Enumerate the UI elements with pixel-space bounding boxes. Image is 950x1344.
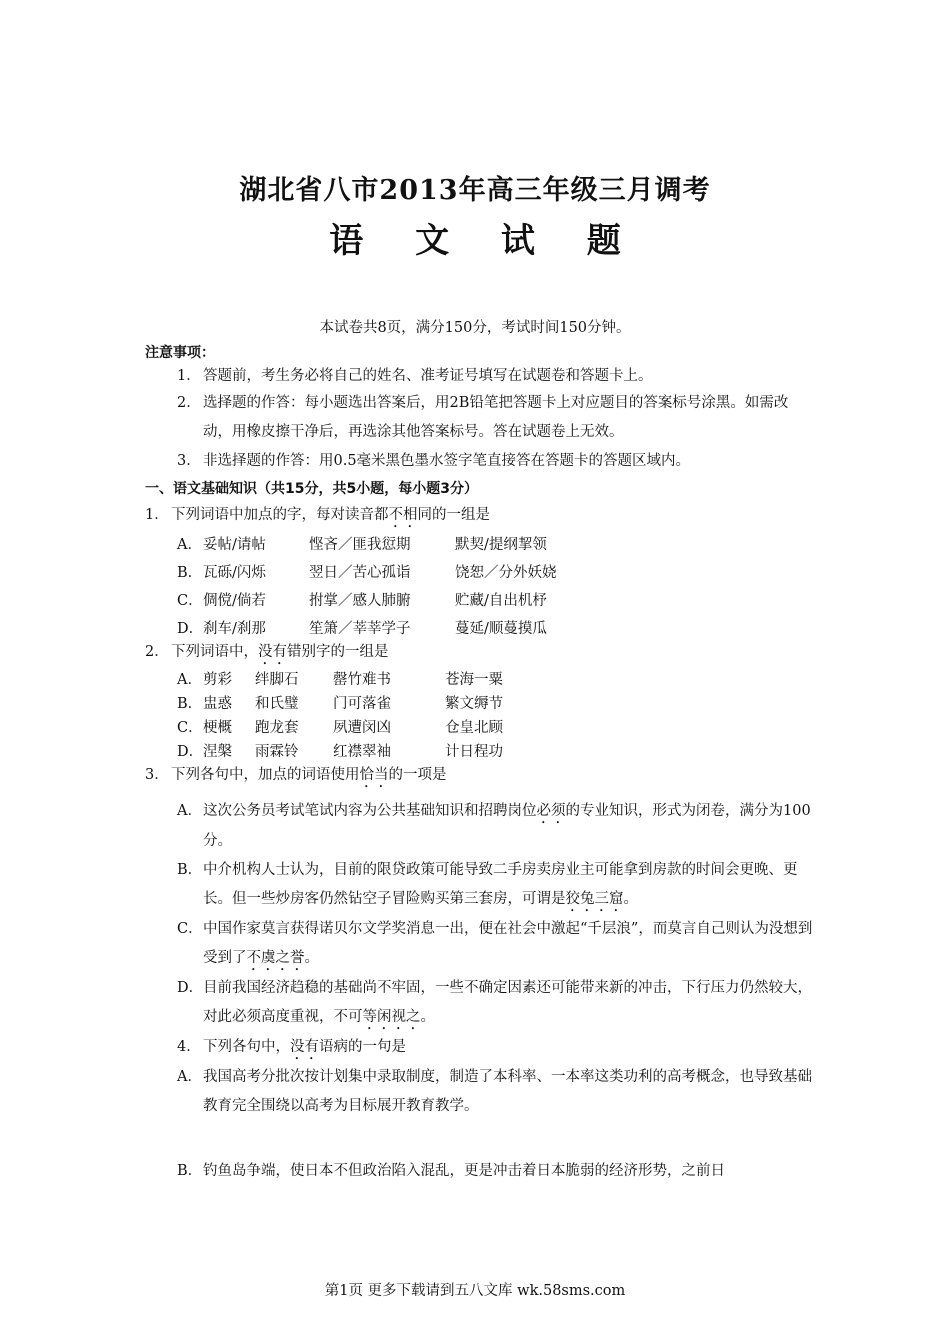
option-cell: 雨霖铃 [255,744,299,760]
option-cell: 跑龙套 [255,720,299,736]
option-label: D． [177,980,204,996]
question-2-stem [145,641,815,668]
question-4-option [145,1063,815,1121]
notice-item [145,389,815,447]
option-cell: 拊掌／感人肺腑 [309,593,411,609]
option-text: 中国作家莫言获得诺贝尔文学奖消息一出，便在社会中激起“千层浪”，而莫言自己则认为没想到受到了 [203,921,813,966]
option-label: B． [177,862,203,878]
notice-num: 1． [177,368,201,384]
question-3-option [145,974,815,1033]
option-cell: 计日程功 [445,744,503,760]
subject-char: 题 [586,221,621,261]
question-1-option [145,531,815,559]
option-cell: 瓦砾/闪烁 [203,565,266,581]
question-4-option [145,1157,815,1186]
stem-emphasis: 没有 [258,644,287,660]
option-label: A． [177,537,202,553]
option-text: 。 [304,950,319,966]
option-cell: 红襟翠袖 [333,744,391,760]
option-cell: 梗概 [203,720,232,736]
option-cell: 门可落雀 [333,696,391,712]
option-emphasis: 必须 [536,803,566,819]
option-cell: 妥帖/请帖 [203,537,266,553]
subject-title [0,213,950,262]
option-emphasis: 等闲视之 [362,1009,421,1025]
subject-char: 语 [329,221,364,261]
stem-text: 错别字的一组是 [287,644,389,660]
question-3-option [145,856,815,915]
option-label: A． [177,672,202,688]
notice-text: 选择题的作答：每小题选出答案后，用2B铅笔把答题卡上对应题目的答案标号涂黑。如需改动，用橡皮擦干净后，再选涂其他答案标号。答在试题卷上无效。 [203,395,789,440]
option-label: C． [177,921,203,937]
notice-text: 非选择题的作答：用0.5毫米黑色墨水签字笔直接答在答题卡的答题区域内。 [203,453,691,469]
stem-text: 语病的一句是 [319,1039,406,1055]
option-cell: 剪彩 [203,672,232,688]
question-3-option [145,797,815,856]
option-cell: 涅槃 [203,744,232,760]
question-num: 3． [145,767,169,783]
section-heading: 一、语文基础知识（共15分，共5小题，每小题3分） [145,481,478,497]
option-label: D． [177,744,204,760]
option-text: 。 [623,891,638,907]
option-text: 这次公务员考试笔试内容为公共基础知识和招聘岗位 [203,803,537,819]
option-text: 的专业知识，形式为闭卷，满分为100分。 [203,803,811,849]
option-label: B． [177,696,203,712]
stem-emphasis: 没有 [290,1039,319,1055]
question-2-option [145,692,815,716]
option-cell: 笙箫／莘莘学子 [309,621,411,637]
option-cell: 苍海一粟 [445,672,503,688]
option-label: B． [177,565,203,581]
question-3-stem [145,764,815,791]
option-cell: 盅惑 [203,696,232,712]
option-cell: 绊脚石 [255,672,299,688]
question-1-option [145,615,815,643]
option-label: D． [177,621,204,637]
stem-text: 下列各句中，加点的词语使用 [171,767,360,783]
question-num: 2． [145,644,169,660]
option-cell: 刹车/刹那 [203,621,266,637]
question-2-option [145,668,815,692]
question-1-stem [145,504,815,531]
subject-char: 文 [415,221,450,261]
option-cell: 倜傥/倘若 [203,593,266,609]
option-emphasis: 狡兔三窟 [565,891,624,907]
option-cell: 饶恕／分外妖娆 [455,565,557,581]
question-2-option [145,740,815,764]
option-label: B． [177,1163,203,1179]
exam-title: 湖北省八市2013年高三年级三月调考 [239,175,711,206]
exam-intro: 本试卷共8页，满分150分，考试时间150分钟。 [319,320,631,336]
option-cell: 罄竹难书 [333,672,391,688]
option-text: 钓鱼岛争端，使日本不但政治陷入混乱，更是冲击着日本脆弱的经济形势，之前日 [203,1163,725,1179]
notice-num: 3． [177,453,201,469]
question-4-stem [145,1033,815,1063]
option-cell: 仓皇北顾 [445,720,503,736]
option-cell: 翌日／苦心孤诣 [309,565,411,581]
notice-item [145,365,815,387]
stem-text: 的一项是 [388,767,447,783]
option-label: C． [177,720,203,736]
option-cell: 默契/提纲挈领 [455,537,547,553]
stem-emphasis: 恰当 [359,767,389,783]
question-num: 1． [145,507,169,523]
question-3-option [145,915,815,974]
question-1-option [145,587,815,615]
option-label: C． [177,593,203,609]
option-emphasis: 不虞之誉 [246,950,305,966]
stem-text: 同的一组是 [417,507,490,523]
stem-text: 下列词语中， [171,644,258,660]
option-cell: 和氏璧 [255,696,299,712]
question-num: 4． [177,1039,201,1055]
exam-content [145,342,815,1186]
option-text: 我国高考分批次按计划集中录取制度，制造了本科率、一本率这类功利的高考概念，也导致基础教育完全围绕以高考为目标展开教育教学。 [203,1069,812,1114]
stem-text: 下列各句中， [203,1039,290,1055]
notice-heading: 注意事项： [145,345,215,361]
notice-text: 答题前，考生务必将自己的姓名、准考证号填写在试题卷和答题卡上。 [203,368,653,384]
option-text: 中介机构人士认为，目前的限贷政策可能导致二手房卖房业主可能拿到房款的时间会更晚、更长。但一些炒房客仍然钻空子冒险购买第三套房，可谓是 [203,862,798,907]
subject-char: 试 [500,221,535,261]
option-cell: 夙遭闵凶 [333,720,391,736]
notice-num: 2． [177,395,201,411]
stem-emphasis: 不相 [388,507,418,523]
stem-text: 下列词语中加点的字，每对读音都 [171,507,389,523]
question-2-option [145,716,815,740]
option-cell: 悭吝／匪我愆期 [309,537,411,553]
page-footer: 第1页 更多下载请到五八文库 wk.58sms.com [324,1283,626,1299]
option-label: A． [177,803,202,819]
option-cell: 贮藏/自出机杼 [455,593,547,609]
notice-item [145,450,815,472]
option-text: 。 [420,1009,435,1025]
option-text: 目前我国经济趋稳的基础尚不牢固，一些不确定因素还可能带来新的冲击，下行压力仍然较大，对此必须高度重视，不可 [203,980,812,1025]
option-cell: 繁文缛节 [445,696,503,712]
option-cell: 蔓延/顺蔓摸瓜 [455,621,547,637]
option-label: A． [177,1069,202,1085]
question-1-option [145,559,815,587]
